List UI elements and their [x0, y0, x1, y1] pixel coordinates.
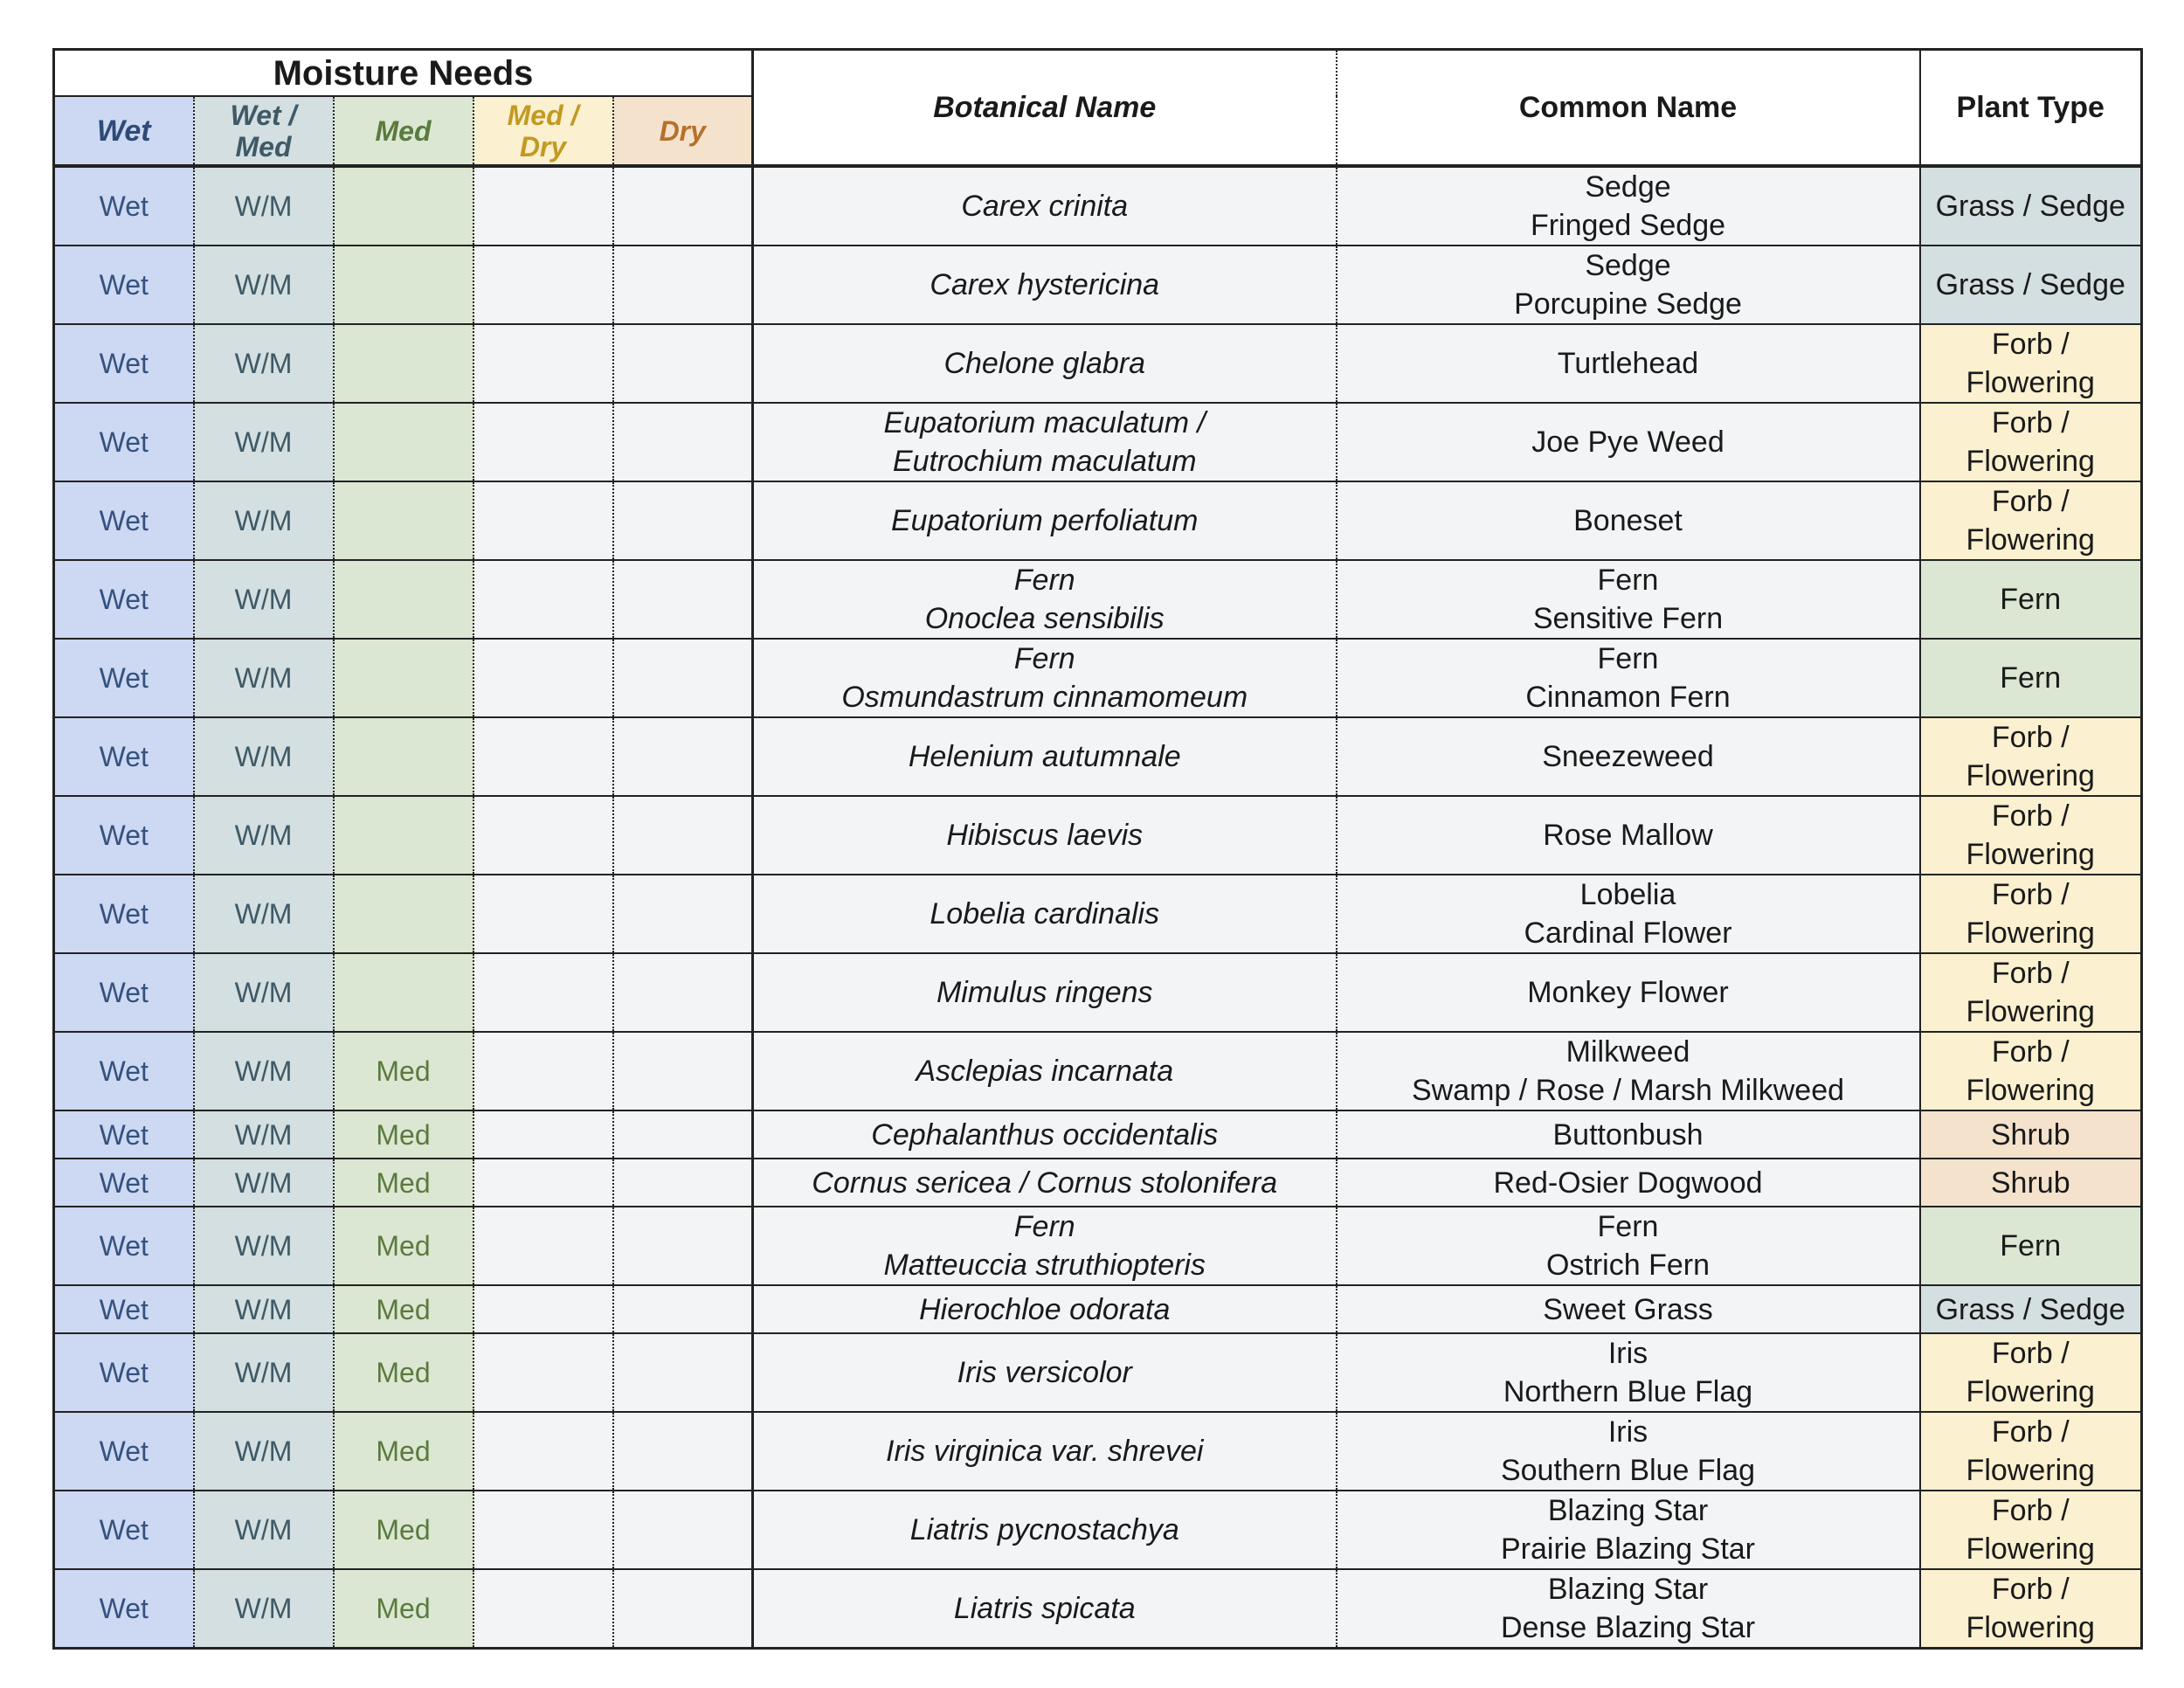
header-sub-line: Med	[235, 130, 292, 163]
table-row	[54, 1285, 2142, 1333]
common-name-line: Ostrich Fern	[1545, 1249, 1711, 1282]
common-name-cell	[1337, 953, 1920, 1032]
cell-wet: Wet	[54, 481, 194, 560]
common-name-line: Sedge	[1585, 170, 1671, 204]
plant-type-cell	[1920, 403, 2142, 481]
common-name-line: Southern Blue Flag	[1500, 1454, 1756, 1487]
botanical-name-line: Asclepias incarnata	[916, 1055, 1174, 1088]
plant-type-line: Forb /	[1991, 1494, 2070, 1527]
common-name-cell	[1337, 1159, 1920, 1207]
common-name-line: Boneset	[1573, 504, 1683, 537]
botanical-name-line: Eutrochium maculatum	[892, 445, 1197, 478]
botanical-name-line: Carex crinita	[961, 190, 1129, 223]
plant-type-line: Flowering	[1966, 366, 2095, 399]
plant-type-line: Forb /	[1991, 721, 2070, 754]
common-name-line: Monkey Flower	[1527, 976, 1729, 1009]
cell-med-dry	[473, 1569, 613, 1649]
table-row	[54, 1032, 2142, 1110]
cell-med	[334, 246, 473, 324]
cell-wet: Wet	[54, 403, 194, 481]
table-row	[54, 717, 2142, 796]
common-name-line: Cinnamon Fern	[1525, 681, 1731, 714]
plant-type-line: Flowering	[1966, 1532, 2095, 1566]
botanical-name-line: Liatris pycnostachya	[909, 1513, 1179, 1546]
cell-wet: Wet	[54, 1285, 194, 1333]
plant-type-line: Flowering	[1966, 838, 2095, 871]
cell-med-dry	[473, 1412, 613, 1491]
plant-type-line: Flowering	[1966, 1375, 2095, 1408]
common-name-line: Fringed Sedge	[1530, 209, 1726, 242]
cell-med-dry	[473, 1207, 613, 1285]
plant-type-line: Forb /	[1991, 1415, 2070, 1449]
common-name-line: Lobelia	[1579, 878, 1676, 911]
cell-dry	[613, 246, 753, 324]
table-row	[54, 560, 2142, 639]
cell-med-dry	[473, 324, 613, 403]
botanical-name-line: Chelone glabra	[943, 347, 1146, 380]
common-name-line: Cardinal Flower	[1524, 917, 1732, 950]
cell-med-dry	[473, 481, 613, 560]
cell-med-dry	[473, 1285, 613, 1333]
common-name-cell	[1337, 1032, 1920, 1110]
cell-dry	[613, 1285, 753, 1333]
common-name-line: Sneezeweed	[1542, 740, 1714, 773]
table-row	[54, 953, 2142, 1032]
botanical-name-line: Mimulus ringens	[936, 976, 1153, 1009]
common-name-line: Northern Blue Flag	[1503, 1375, 1753, 1408]
botanical-name-line: Helenium autumnale	[908, 740, 1181, 773]
table-row	[54, 246, 2142, 324]
cell-dry	[613, 1569, 753, 1649]
plant-type-cell: Fern	[1920, 560, 2142, 639]
common-name-line: Fern	[1597, 564, 1659, 597]
cell-wet-med: W/M	[194, 1333, 334, 1412]
common-name-line: Sensitive Fern	[1532, 602, 1724, 635]
plant-type-line: Forb /	[1991, 1337, 2070, 1370]
botanical-name-line: Onoclea sensibilis	[924, 602, 1165, 635]
cell-med-dry	[473, 166, 613, 246]
table-row	[54, 1207, 2142, 1285]
common-name-line: Fern	[1597, 1210, 1659, 1243]
cell-med-dry	[473, 560, 613, 639]
common-name-cell	[1337, 875, 1920, 953]
cell-med	[334, 324, 473, 403]
cell-med: Med	[334, 1491, 473, 1569]
table-row	[54, 1491, 2142, 1569]
botanical-name-line: Carex hystericina	[930, 268, 1160, 301]
plant-type-cell	[1920, 1569, 2142, 1649]
botanical-name-cell	[753, 324, 1337, 403]
plant-type-line: Forb /	[1991, 485, 2070, 518]
cell-wet-med: W/M	[194, 1207, 334, 1285]
table-row	[54, 403, 2142, 481]
cell-dry	[613, 166, 753, 246]
plant-type-cell: Grass / Sedge	[1920, 246, 2142, 324]
botanical-name-line: Iris versicolor	[957, 1356, 1132, 1389]
cell-wet: Wet	[54, 246, 194, 324]
common-name-cell	[1337, 639, 1920, 717]
moisture-col-med-dry	[473, 96, 613, 166]
common-name-line: Prairie Blazing Star	[1500, 1532, 1755, 1566]
common-name-cell	[1337, 1110, 1920, 1159]
plant-type-cell	[1920, 1032, 2142, 1110]
cell-dry	[613, 875, 753, 953]
cell-med-dry	[473, 246, 613, 324]
botanical-name-cell	[753, 953, 1337, 1032]
cell-wet: Wet	[54, 166, 194, 246]
cell-wet-med: W/M	[194, 403, 334, 481]
plant-type-cell	[1920, 717, 2142, 796]
cell-dry	[613, 1207, 753, 1285]
plant-moisture-table-sheet	[52, 48, 2140, 1650]
cell-wet: Wet	[54, 324, 194, 403]
common-name-line: Sedge	[1585, 249, 1671, 282]
cell-med-dry	[473, 1159, 613, 1207]
table-row	[54, 1159, 2142, 1207]
cell-wet: Wet	[54, 1412, 194, 1491]
plant-table	[52, 48, 2143, 1650]
botanical-name-line: Fern	[1013, 1210, 1075, 1243]
botanical-name-line: Eupatorium perfoliatum	[890, 504, 1199, 537]
cell-dry	[613, 1032, 753, 1110]
plant-type-cell	[1920, 875, 2142, 953]
common-name-line: Blazing Star	[1547, 1494, 1709, 1527]
common-name-line: Rose Mallow	[1543, 819, 1713, 852]
common-name-line: Blazing Star	[1547, 1573, 1709, 1606]
botanical-name-cell	[753, 1333, 1337, 1412]
plant-type-cell: Fern	[1920, 639, 2142, 717]
common-name-line: Joe Pye Weed	[1531, 425, 1724, 459]
cell-wet: Wet	[54, 875, 194, 953]
botanical-name-cell	[753, 1032, 1337, 1110]
botanical-name-cell	[753, 717, 1337, 796]
plant-type-cell: Grass / Sedge	[1920, 166, 2142, 246]
plant-type-cell: Fern	[1920, 1207, 2142, 1285]
plant-type-line: Flowering	[1966, 1454, 2095, 1487]
botanical-name-cell	[753, 481, 1337, 560]
cell-med: Med	[334, 1569, 473, 1649]
cell-med: Med	[334, 1207, 473, 1285]
header-sub-line: Med /	[507, 99, 579, 131]
common-name-line: Sweet Grass	[1543, 1292, 1713, 1326]
plant-type-cell	[1920, 481, 2142, 560]
cell-wet-med: W/M	[194, 953, 334, 1032]
cell-dry	[613, 1412, 753, 1491]
plant-type-header: Plant Type	[1920, 50, 2142, 167]
botanical-name-header: Botanical Name	[753, 50, 1337, 167]
plant-type-line: Flowering	[1966, 445, 2095, 478]
cell-med-dry	[473, 1110, 613, 1159]
cell-wet: Wet	[54, 560, 194, 639]
botanical-name-cell	[753, 166, 1337, 246]
plant-type-line: Flowering	[1966, 1074, 2095, 1107]
common-name-cell	[1337, 324, 1920, 403]
cell-wet-med: W/M	[194, 639, 334, 717]
plant-type-cell: Shrub	[1920, 1110, 2142, 1159]
plant-type-cell	[1920, 796, 2142, 875]
cell-wet-med: W/M	[194, 246, 334, 324]
common-name-cell	[1337, 717, 1920, 796]
common-name-cell	[1337, 246, 1920, 324]
cell-wet: Wet	[54, 1159, 194, 1207]
cell-wet-med: W/M	[194, 796, 334, 875]
cell-wet-med: W/M	[194, 1285, 334, 1333]
common-name-cell	[1337, 403, 1920, 481]
table-row	[54, 481, 2142, 560]
common-name-cell	[1337, 166, 1920, 246]
common-name-line: Iris	[1607, 1337, 1648, 1370]
common-name-line: Dense Blazing Star	[1500, 1611, 1756, 1644]
plant-type-cell: Shrub	[1920, 1159, 2142, 1207]
table-row	[54, 166, 2142, 246]
common-name-line: Iris	[1607, 1415, 1648, 1449]
cell-wet: Wet	[54, 639, 194, 717]
cell-med-dry	[473, 796, 613, 875]
common-name-line: Swamp / Rose / Marsh Milkweed	[1411, 1074, 1845, 1107]
plant-type-line: Forb /	[1991, 1573, 2070, 1606]
table-row	[54, 1110, 2142, 1159]
common-name-cell	[1337, 1569, 1920, 1649]
plant-type-cell: Grass / Sedge	[1920, 1285, 2142, 1333]
cell-med	[334, 875, 473, 953]
cell-med: Med	[334, 1333, 473, 1412]
plant-type-line: Forb /	[1991, 878, 2070, 911]
table-row	[54, 639, 2142, 717]
common-name-line: Red-Osier Dogwood	[1493, 1166, 1763, 1200]
botanical-name-cell	[753, 560, 1337, 639]
cell-wet: Wet	[54, 1207, 194, 1285]
common-name-line: Porcupine Sedge	[1514, 287, 1742, 321]
cell-dry	[613, 717, 753, 796]
cell-med	[334, 560, 473, 639]
plant-type-line: Flowering	[1966, 995, 2095, 1028]
cell-med	[334, 639, 473, 717]
header-sub-line: Dry	[519, 130, 567, 163]
table-row	[54, 324, 2142, 403]
cell-med: Med	[334, 1110, 473, 1159]
botanical-name-cell	[753, 1207, 1337, 1285]
botanical-name-line: Cephalanthus occidentalis	[871, 1117, 1219, 1152]
cell-wet-med: W/M	[194, 1032, 334, 1110]
table-row	[54, 875, 2142, 953]
common-name-cell	[1337, 796, 1920, 875]
cell-wet: Wet	[54, 1569, 194, 1649]
plant-type-cell	[1920, 953, 2142, 1032]
botanical-name-cell	[753, 1491, 1337, 1569]
common-name-line: Buttonbush	[1552, 1117, 1704, 1152]
cell-wet-med: W/M	[194, 560, 334, 639]
common-name-cell	[1337, 481, 1920, 560]
moisture-col-wet-med	[194, 96, 334, 166]
botanical-name-line: Lobelia cardinalis	[930, 897, 1160, 930]
botanical-name-line: Fern	[1013, 564, 1075, 597]
table-row	[54, 1333, 2142, 1412]
common-name-header: Common Name	[1337, 50, 1920, 167]
cell-wet-med: W/M	[194, 1110, 334, 1159]
cell-dry	[613, 1159, 753, 1207]
botanical-name-cell	[753, 246, 1337, 324]
cell-med: Med	[334, 1285, 473, 1333]
common-name-cell	[1337, 1333, 1920, 1412]
cell-med	[334, 166, 473, 246]
botanical-name-cell	[753, 875, 1337, 953]
plant-type-line: Forb /	[1991, 1035, 2070, 1069]
cell-wet-med: W/M	[194, 875, 334, 953]
common-name-line: Milkweed	[1565, 1035, 1690, 1069]
common-name-cell	[1337, 1491, 1920, 1569]
botanical-name-line: Eupatorium maculatum /	[883, 406, 1206, 439]
cell-med-dry	[473, 717, 613, 796]
plant-type-cell	[1920, 1491, 2142, 1569]
plant-type-line: Flowering	[1966, 759, 2095, 792]
cell-med	[334, 481, 473, 560]
botanical-name-cell	[753, 1285, 1337, 1333]
cell-wet: Wet	[54, 1110, 194, 1159]
botanical-name-cell	[753, 403, 1337, 481]
cell-wet-med: W/M	[194, 324, 334, 403]
cell-med-dry	[473, 875, 613, 953]
cell-wet: Wet	[54, 1032, 194, 1110]
cell-dry	[613, 403, 753, 481]
plant-type-line: Flowering	[1966, 917, 2095, 950]
botanical-name-line: Osmundastrum cinnamomeum	[841, 681, 1248, 714]
cell-wet-med: W/M	[194, 1491, 334, 1569]
cell-dry	[613, 796, 753, 875]
common-name-cell	[1337, 1412, 1920, 1491]
botanical-name-cell	[753, 1159, 1337, 1207]
botanical-name-line: Hibiscus laevis	[946, 819, 1144, 852]
table-row	[54, 1412, 2142, 1491]
cell-dry	[613, 953, 753, 1032]
cell-med	[334, 953, 473, 1032]
common-name-cell	[1337, 1285, 1920, 1333]
cell-wet-med: W/M	[194, 166, 334, 246]
plant-type-line: Forb /	[1991, 957, 2070, 990]
cell-wet-med: W/M	[194, 1569, 334, 1649]
plant-type-line: Flowering	[1966, 1611, 2095, 1644]
cell-dry	[613, 1110, 753, 1159]
botanical-name-cell	[753, 1569, 1337, 1649]
botanical-name-line: Iris virginica var. shrevei	[886, 1435, 1204, 1468]
cell-med: Med	[334, 1412, 473, 1491]
moisture-needs-title: Moisture Needs	[54, 50, 753, 97]
plant-type-line: Flowering	[1966, 523, 2095, 557]
moisture-col-dry: Dry	[613, 96, 753, 166]
cell-dry	[613, 560, 753, 639]
plant-type-cell	[1920, 1412, 2142, 1491]
botanical-name-cell	[753, 1110, 1337, 1159]
moisture-col-med: Med	[334, 96, 473, 166]
cell-dry	[613, 1333, 753, 1412]
botanical-name-line: Cornus sericea / Cornus stolonifera	[812, 1166, 1278, 1200]
cell-wet-med: W/M	[194, 481, 334, 560]
cell-wet: Wet	[54, 953, 194, 1032]
cell-wet-med: W/M	[194, 1159, 334, 1207]
plant-type-line: Forb /	[1991, 406, 2070, 439]
botanical-name-line: Fern	[1013, 642, 1075, 675]
cell-med-dry	[473, 1333, 613, 1412]
cell-wet: Wet	[54, 1333, 194, 1412]
header-sub-line: Wet /	[230, 99, 297, 131]
common-name-line: Turtlehead	[1557, 347, 1699, 380]
plant-type-cell	[1920, 1333, 2142, 1412]
cell-med-dry	[473, 953, 613, 1032]
common-name-cell	[1337, 1207, 1920, 1285]
table-row	[54, 796, 2142, 875]
table-row	[54, 1569, 2142, 1649]
cell-med-dry	[473, 403, 613, 481]
botanical-name-line: Hierochloe odorata	[919, 1292, 1171, 1326]
botanical-name-line: Matteuccia struthiopteris	[883, 1249, 1206, 1282]
cell-wet: Wet	[54, 796, 194, 875]
plant-type-cell	[1920, 324, 2142, 403]
cell-dry	[613, 1491, 753, 1569]
cell-med	[334, 403, 473, 481]
cell-wet: Wet	[54, 717, 194, 796]
moisture-col-wet: Wet	[54, 96, 194, 166]
cell-med: Med	[334, 1159, 473, 1207]
botanical-name-cell	[753, 639, 1337, 717]
cell-med-dry	[473, 1491, 613, 1569]
botanical-name-cell	[753, 1412, 1337, 1491]
botanical-name-cell	[753, 796, 1337, 875]
cell-med-dry	[473, 639, 613, 717]
common-name-cell	[1337, 560, 1920, 639]
cell-wet-med: W/M	[194, 717, 334, 796]
common-name-line: Fern	[1597, 642, 1659, 675]
cell-wet-med: W/M	[194, 1412, 334, 1491]
cell-med-dry	[473, 1032, 613, 1110]
cell-med	[334, 796, 473, 875]
botanical-name-line: Liatris spicata	[953, 1592, 1136, 1625]
cell-med	[334, 717, 473, 796]
cell-dry	[613, 639, 753, 717]
cell-med: Med	[334, 1032, 473, 1110]
cell-dry	[613, 324, 753, 403]
cell-dry	[613, 481, 753, 560]
plant-type-line: Forb /	[1991, 328, 2070, 361]
plant-type-line: Forb /	[1991, 799, 2070, 833]
cell-wet: Wet	[54, 1491, 194, 1569]
